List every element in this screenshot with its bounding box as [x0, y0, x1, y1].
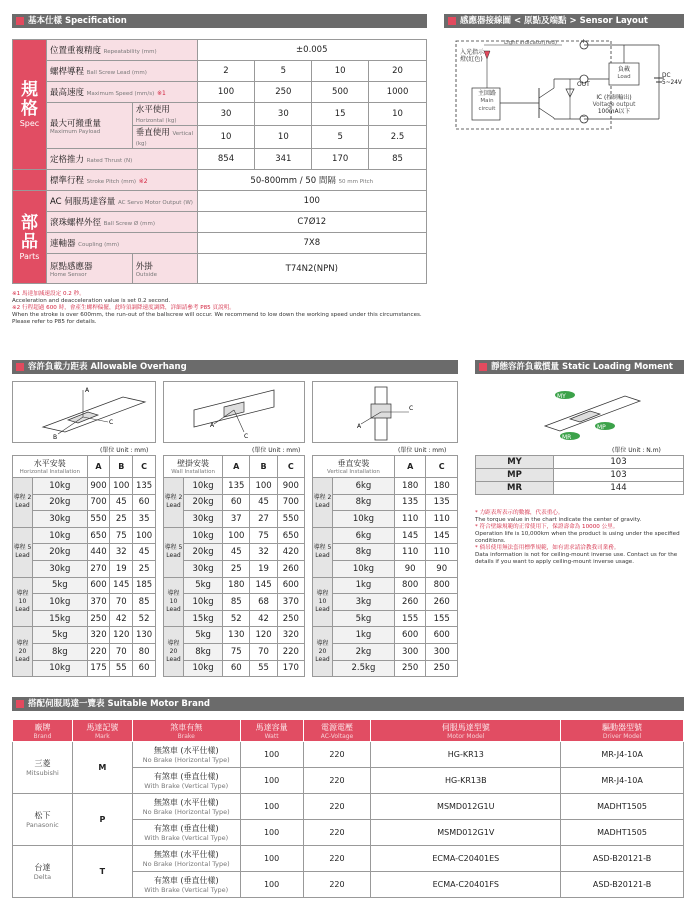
motor-header [12, 697, 684, 711]
moment-notes: * 力距表所表示的數據，代表重心。 The torque value in the chart indicate the center of gravity. * 符合壁線規範的正常使用下，保證壽命為 10000 公里。 Operation life is 10,000km when the product is using under the specified conditions. * 倘吊使用無法套用標準規範，如有需求請洽教我司業務。 Data information is not for ceiling-mount inverse use. Contact us for the details if you want to apply ceiling-mount inverse usage. [475, 510, 680, 565]
brand-cell: 三菱 Mitsubishi [13, 742, 73, 794]
spec-header [12, 14, 427, 28]
value-cell: 155 [426, 610, 458, 627]
load-cell: 30kg [33, 560, 88, 577]
cell: 2.5 [369, 126, 427, 149]
install-type-header: 水平安裝 Horizontal Installation [13, 456, 88, 478]
value-cell: 75 [250, 527, 277, 544]
motor-cell: MADHT1505 [561, 794, 684, 820]
unit-label-w: (單位 Unit : mm) [252, 447, 301, 454]
value-cell: 45 [250, 494, 277, 511]
row-sublabel: 外掛 Outside [132, 254, 197, 284]
load-cell: 5kg [333, 610, 395, 627]
load-cell: 10kg [333, 560, 395, 577]
motor-cell: MR-J4-10A [561, 768, 684, 794]
value-cell: 700 [277, 494, 304, 511]
cell: 7X8 [197, 233, 426, 254]
moment-header [475, 360, 684, 374]
value-cell: 100 [110, 478, 133, 495]
cell: ±0.005 [197, 40, 426, 61]
row-label: 標準行程 Stroke Pitch (mm) ※2 [46, 170, 197, 191]
svg-text:MP: MP [597, 424, 606, 431]
load-cell: 1kg [333, 627, 395, 644]
load-cell: 8kg [184, 643, 223, 660]
motor-col-header: 馬達容量 Watt [240, 720, 303, 742]
value-cell: 600 [277, 577, 304, 594]
vertical-diagram [312, 381, 458, 443]
value-cell: 300 [426, 643, 458, 660]
motor-table [12, 719, 684, 898]
load-cell: 20kg [33, 544, 88, 561]
load-cell: 30kg [184, 511, 223, 528]
value-cell: 85 [133, 594, 156, 611]
cell: 50-800mm / 50 間隔 50 mm Pitch [197, 170, 426, 191]
lead-label: 導程 5 Lead [164, 527, 184, 577]
motor-cell: ECMA-C20401FS [371, 872, 561, 898]
value-cell: 320 [277, 627, 304, 644]
value-cell: 600 [426, 627, 458, 644]
motor-col-header: 驅動器型號 Driver Model [561, 720, 684, 742]
value-cell: 800 [394, 577, 426, 594]
value-cell: 80 [133, 643, 156, 660]
motor-col-header: 伺服馬達型號 Motor Model [371, 720, 561, 742]
spec-notes: ※1 馬達加減速設定 0.2 秒。 Acceleration and deacceleration value is set 0.2 second. ※2 行程超過 600 時，會產生螺桿偏擺，此時須調降速度調降，詳細請參考 P85 頁說明。 When the stroke is over 600mm, the run-out of the ballscrew will occur. We recommend to low down the working speed under this circumstances. Please refer to P85 for details. [12, 291, 422, 325]
row-label: 定格推力 Rated Thrust (N) [46, 149, 197, 170]
header-square-icon [16, 17, 24, 25]
motor-cell: 220 [303, 846, 371, 872]
value-cell: 320 [87, 627, 110, 644]
value-cell: 45 [110, 494, 133, 511]
lead-label: 導程 20 Lead [313, 627, 333, 677]
load-cell: 10kg [33, 527, 88, 544]
lead-label: 導程 2 Lead [164, 478, 184, 528]
value-cell: 42 [110, 610, 133, 627]
overhang-header [12, 360, 458, 374]
sensor-header [444, 14, 684, 28]
cell: 100 [197, 191, 426, 212]
load-cell: 2kg [333, 643, 395, 660]
value-cell: 52 [133, 610, 156, 627]
light-indicator-label: Light indicator(red) [504, 40, 557, 46]
value-cell: 145 [110, 577, 133, 594]
motor-cell: MR-J4-10A [561, 742, 684, 768]
motor-cell: HG-KR13 [371, 742, 561, 768]
load-cell: 8kg [333, 544, 395, 561]
moment-diagram [475, 381, 684, 443]
value-cell: 650 [87, 527, 110, 544]
cell: 250 [255, 82, 312, 103]
motor-cell: 220 [303, 872, 371, 898]
svg-text:A: A [210, 422, 215, 429]
row-sublabel: 水平使用 Horizontal (kg) [132, 103, 197, 126]
value-cell: 70 [250, 643, 277, 660]
motor-cell: MSMD012G1V [371, 820, 561, 846]
cell: 10 [369, 103, 427, 126]
spec-group-filler [13, 170, 47, 191]
load-cell: 6kg [333, 527, 395, 544]
moment-value: 103 [554, 469, 684, 482]
brake-cell: 無煞車 (水平仕樣) No Brake (Horizontal Type) [132, 742, 240, 768]
motor-col-header: 廠牌 Brand [13, 720, 73, 742]
svg-text:C: C [109, 419, 114, 426]
load-label: 負載 Load [617, 66, 631, 80]
value-cell: 800 [426, 577, 458, 594]
lead-label: 導程 2 Lead [313, 478, 333, 528]
value-cell: 120 [110, 627, 133, 644]
value-cell: 260 [426, 594, 458, 611]
cell: 2 [197, 61, 255, 82]
value-cell: 85 [223, 594, 250, 611]
lead-label: 導程 20 Lead [13, 627, 33, 677]
brand-cell: 松下 Panasonic [13, 794, 73, 846]
col-header: A [87, 456, 110, 478]
row-label: AC 伺服馬達容量 AC Servo Motor Output (W) [46, 191, 197, 212]
sensor-title: 感應器接線圖 < 原點及端點 > Sensor Layout [460, 16, 648, 26]
value-cell: 25 [133, 560, 156, 577]
motor-cell: 100 [240, 820, 303, 846]
value-cell: 100 [250, 478, 277, 495]
value-cell: 135 [426, 494, 458, 511]
value-cell: 90 [426, 560, 458, 577]
moment-key: MY [476, 456, 554, 469]
svg-text:C: C [409, 405, 414, 412]
value-cell: 75 [110, 527, 133, 544]
value-cell: 70 [110, 643, 133, 660]
value-cell: 155 [394, 610, 426, 627]
value-cell: 135 [133, 478, 156, 495]
value-cell: 42 [250, 610, 277, 627]
motor-cell: ECMA-C20401ES [371, 846, 561, 872]
motor-cell: 100 [240, 872, 303, 898]
brand-cell: 台達 Delta [13, 846, 73, 898]
lead-label: 導程 10 Lead [13, 577, 33, 627]
motor-cell: ASD-B20121-B [561, 872, 684, 898]
row-label: 螺桿導程 Ball Screw Lead (mm) [46, 61, 197, 82]
cell: 30 [255, 103, 312, 126]
load-cell: 30kg [33, 511, 88, 528]
svg-text:A: A [85, 387, 90, 394]
load-cell: 3kg [333, 594, 395, 611]
value-cell: 68 [250, 594, 277, 611]
cell: T74N2(NPN) [197, 254, 426, 284]
value-cell: 250 [394, 660, 426, 677]
value-cell: 55 [110, 660, 133, 677]
cell: 10 [255, 126, 312, 149]
horizontal-diagram [12, 381, 156, 443]
load-cell: 10kg [33, 660, 88, 677]
value-cell: 600 [394, 627, 426, 644]
value-cell: 45 [223, 544, 250, 561]
value-cell: 75 [223, 643, 250, 660]
load-cell: 20kg [184, 544, 223, 561]
value-cell: 35 [133, 511, 156, 528]
value-cell: 370 [277, 594, 304, 611]
value-cell: 600 [87, 577, 110, 594]
spec-table [12, 39, 427, 284]
svg-text:C: C [244, 433, 249, 440]
cell: 1000 [369, 82, 427, 103]
brake-cell: 有煞車 (垂直仕樣) With Brake (Vertical Type) [132, 872, 240, 898]
load-cell: 10kg [184, 594, 223, 611]
motor-col-header: 煞車有無 Brake [132, 720, 240, 742]
value-cell: 60 [223, 660, 250, 677]
wall-overhang-table [163, 455, 305, 677]
value-cell: 60 [133, 494, 156, 511]
value-cell: 170 [277, 660, 304, 677]
value-cell: 550 [277, 511, 304, 528]
motor-cell: 100 [240, 846, 303, 872]
value-cell: 27 [250, 511, 277, 528]
row-label: 最大可搬重量 Maximum Payload [46, 103, 132, 149]
horizontal-overhang-table [12, 455, 156, 677]
load-cell: 5kg [184, 627, 223, 644]
value-cell: 250 [277, 610, 304, 627]
cell: 170 [312, 149, 369, 170]
value-cell: 37 [223, 511, 250, 528]
col-header: A [223, 456, 250, 478]
value-cell: 130 [133, 627, 156, 644]
value-cell: 110 [394, 544, 426, 561]
svg-text:MY: MY [557, 393, 566, 400]
moment-key: MP [476, 469, 554, 482]
value-cell: 550 [87, 511, 110, 528]
minus-label: − [581, 113, 587, 120]
load-cell: 10kg [184, 478, 223, 495]
cell: 15 [312, 103, 369, 126]
moment-table [475, 455, 684, 495]
motor-cell: 220 [303, 768, 371, 794]
value-cell: 45 [133, 544, 156, 561]
motor-col-header: 電源電壓 AC-Voltage [303, 720, 371, 742]
value-cell: 440 [87, 544, 110, 561]
cell: 500 [312, 82, 369, 103]
load-cell: 20kg [184, 494, 223, 511]
value-cell: 145 [394, 527, 426, 544]
svg-text:MR: MR [562, 434, 572, 441]
unit-label-v: (單位 Unit : mm) [398, 447, 447, 454]
value-cell: 25 [110, 511, 133, 528]
load-cell: 10kg [184, 527, 223, 544]
value-cell: 700 [87, 494, 110, 511]
value-cell: 220 [87, 643, 110, 660]
spec-title: 基本仕樣 Specification [28, 16, 127, 26]
dc-label: DC 5~24V [662, 73, 682, 86]
value-cell: 135 [223, 478, 250, 495]
moment-value: 103 [554, 456, 684, 469]
motor-cell: 100 [240, 794, 303, 820]
load-cell: 10kg [33, 478, 88, 495]
value-cell: 175 [87, 660, 110, 677]
value-cell: 110 [426, 544, 458, 561]
motor-cell: 220 [303, 742, 371, 768]
brake-cell: 無煞車 (水平仕樣) No Brake (Horizontal Type) [132, 794, 240, 820]
value-cell: 260 [394, 594, 426, 611]
mark-cell: T [72, 846, 132, 898]
load-cell: 10kg [184, 660, 223, 677]
unit-label-h: (單位 Unit : mm) [100, 447, 149, 454]
svg-text:A: A [357, 423, 362, 430]
value-cell: 250 [426, 660, 458, 677]
load-cell: 15kg [184, 610, 223, 627]
plus-label: + [581, 38, 587, 45]
row-label: 位置重複精度 Repeatability (mm) [46, 40, 197, 61]
value-cell: 900 [87, 478, 110, 495]
brake-cell: 有煞車 (垂直仕樣) With Brake (Vertical Type) [132, 820, 240, 846]
header-square-icon [479, 363, 487, 371]
value-cell: 19 [110, 560, 133, 577]
motor-title: 搭配伺服馬達一覽表 Suitable Motor Brand [28, 699, 210, 709]
motor-cell: 220 [303, 794, 371, 820]
load-cell: 5kg [33, 627, 88, 644]
cell: 854 [197, 149, 255, 170]
lead-label: 導程 10 Lead [313, 577, 333, 627]
value-cell: 32 [110, 544, 133, 561]
value-cell: 130 [223, 627, 250, 644]
brake-cell: 有煞車 (垂直仕樣) With Brake (Vertical Type) [132, 768, 240, 794]
light-zh-label: 入光指示燈(紅色) [460, 49, 485, 63]
motor-cell: HG-KR13B [371, 768, 561, 794]
cell: 100 [197, 82, 255, 103]
load-cell: 20kg [33, 494, 88, 511]
value-cell: 55 [250, 660, 277, 677]
cell: 10 [197, 126, 255, 149]
col-header: B [250, 456, 277, 478]
value-cell: 180 [223, 577, 250, 594]
lead-label: 導程 5 Lead [13, 527, 33, 577]
header-square-icon [448, 17, 456, 25]
load-cell: 30kg [184, 560, 223, 577]
value-cell: 19 [250, 560, 277, 577]
lead-label: 導程 2 Lead [13, 478, 33, 528]
value-cell: 185 [133, 577, 156, 594]
install-type-header: 壁掛安裝 Wall Installation [164, 456, 223, 478]
load-cell: 15kg [33, 610, 88, 627]
value-cell: 60 [223, 494, 250, 511]
value-cell: 145 [250, 577, 277, 594]
motor-cell: MADHT1505 [561, 820, 684, 846]
value-cell: 270 [87, 560, 110, 577]
value-cell: 60 [133, 660, 156, 677]
col-header: C [277, 456, 304, 478]
value-cell: 135 [394, 494, 426, 511]
header-square-icon [16, 700, 24, 708]
overhang-title: 容許負載力距表 Allowable Overhang [28, 362, 187, 372]
value-cell: 110 [426, 511, 458, 528]
load-cell: 10kg [33, 594, 88, 611]
install-type-header: 垂直安裝 Vertical Installation [313, 456, 395, 478]
load-cell: 8kg [333, 494, 395, 511]
svg-text:B: B [53, 434, 58, 441]
out-label: OUT [577, 81, 590, 88]
motor-cell: 100 [240, 742, 303, 768]
value-cell: 260 [277, 560, 304, 577]
value-cell: 145 [426, 527, 458, 544]
value-cell: 250 [87, 610, 110, 627]
value-cell: 900 [277, 478, 304, 495]
row-label: 滾珠螺桿外徑 Ball Screw Ø (mm) [46, 212, 197, 233]
col-header: A [394, 456, 426, 478]
load-cell: 5kg [184, 577, 223, 594]
moment-key: MR [476, 482, 554, 495]
load-cell: 1kg [333, 577, 395, 594]
load-cell: 5kg [33, 577, 88, 594]
parts-group-label: 部品 Parts [13, 191, 47, 284]
moment-value: 144 [554, 482, 684, 495]
mark-cell: M [72, 742, 132, 794]
wall-diagram [163, 381, 305, 443]
cell: C7Ø12 [197, 212, 426, 233]
value-cell: 120 [250, 627, 277, 644]
value-cell: 100 [223, 527, 250, 544]
row-sublabel: 垂直使用 Vertical (kg) [132, 126, 197, 149]
cell: 20 [369, 61, 427, 82]
load-cell: 2.5kg [333, 660, 395, 677]
row-label: 連軸器 Coupling (mm) [46, 233, 197, 254]
value-cell: 52 [223, 610, 250, 627]
motor-cell: MSMD012G1U [371, 794, 561, 820]
row-label: 最高速度 Maximum Speed (mm/s) ※1 [46, 82, 197, 103]
lead-label: 導程 10 Lead [164, 577, 184, 627]
col-header: B [110, 456, 133, 478]
col-header: C [133, 456, 156, 478]
value-cell: 100 [133, 527, 156, 544]
mark-cell: P [72, 794, 132, 846]
value-cell: 370 [87, 594, 110, 611]
load-cell: 8kg [33, 643, 88, 660]
value-cell: 32 [250, 544, 277, 561]
cell: 30 [197, 103, 255, 126]
value-cell: 220 [277, 643, 304, 660]
cell: 10 [312, 61, 369, 82]
value-cell: 25 [223, 560, 250, 577]
motor-cell: ASD-B20121-B [561, 846, 684, 872]
value-cell: 110 [394, 511, 426, 528]
cell: 85 [369, 149, 427, 170]
spec-group-label: 規格 Spec [13, 40, 47, 170]
value-cell: 90 [394, 560, 426, 577]
cell: 5 [255, 61, 312, 82]
value-cell: 300 [394, 643, 426, 660]
cell: 5 [312, 126, 369, 149]
sensor-diagram [444, 33, 684, 135]
motor-cell: 220 [303, 820, 371, 846]
col-header: C [426, 456, 458, 478]
header-square-icon [16, 363, 24, 371]
lead-label: 導程 20 Lead [164, 627, 184, 677]
load-cell: 10kg [333, 511, 395, 528]
load-cell: 6kg [333, 478, 395, 495]
motor-col-header: 馬達記號 Mark [72, 720, 132, 742]
moment-unit: (單位 Unit : N.m) [612, 447, 661, 454]
value-cell: 420 [277, 544, 304, 561]
cell: 341 [255, 149, 312, 170]
main-circuit-label: 主回路 Main circuit [477, 90, 496, 112]
lead-label: 導程 5 Lead [313, 527, 333, 577]
value-cell: 650 [277, 527, 304, 544]
brake-cell: 無煞車 (水平仕樣) No Brake (Horizontal Type) [132, 846, 240, 872]
moment-title: 靜態容許負載慣量 Static Loading Moment [491, 362, 673, 372]
value-cell: 180 [426, 478, 458, 495]
vertical-overhang-table [312, 455, 458, 677]
ic-label: IC (控制輸出) Voltage output 100mA以下 [592, 95, 636, 115]
motor-cell: 100 [240, 768, 303, 794]
value-cell: 180 [394, 478, 426, 495]
row-label: 原點感應器 Home Sensor [46, 254, 132, 284]
value-cell: 70 [110, 594, 133, 611]
